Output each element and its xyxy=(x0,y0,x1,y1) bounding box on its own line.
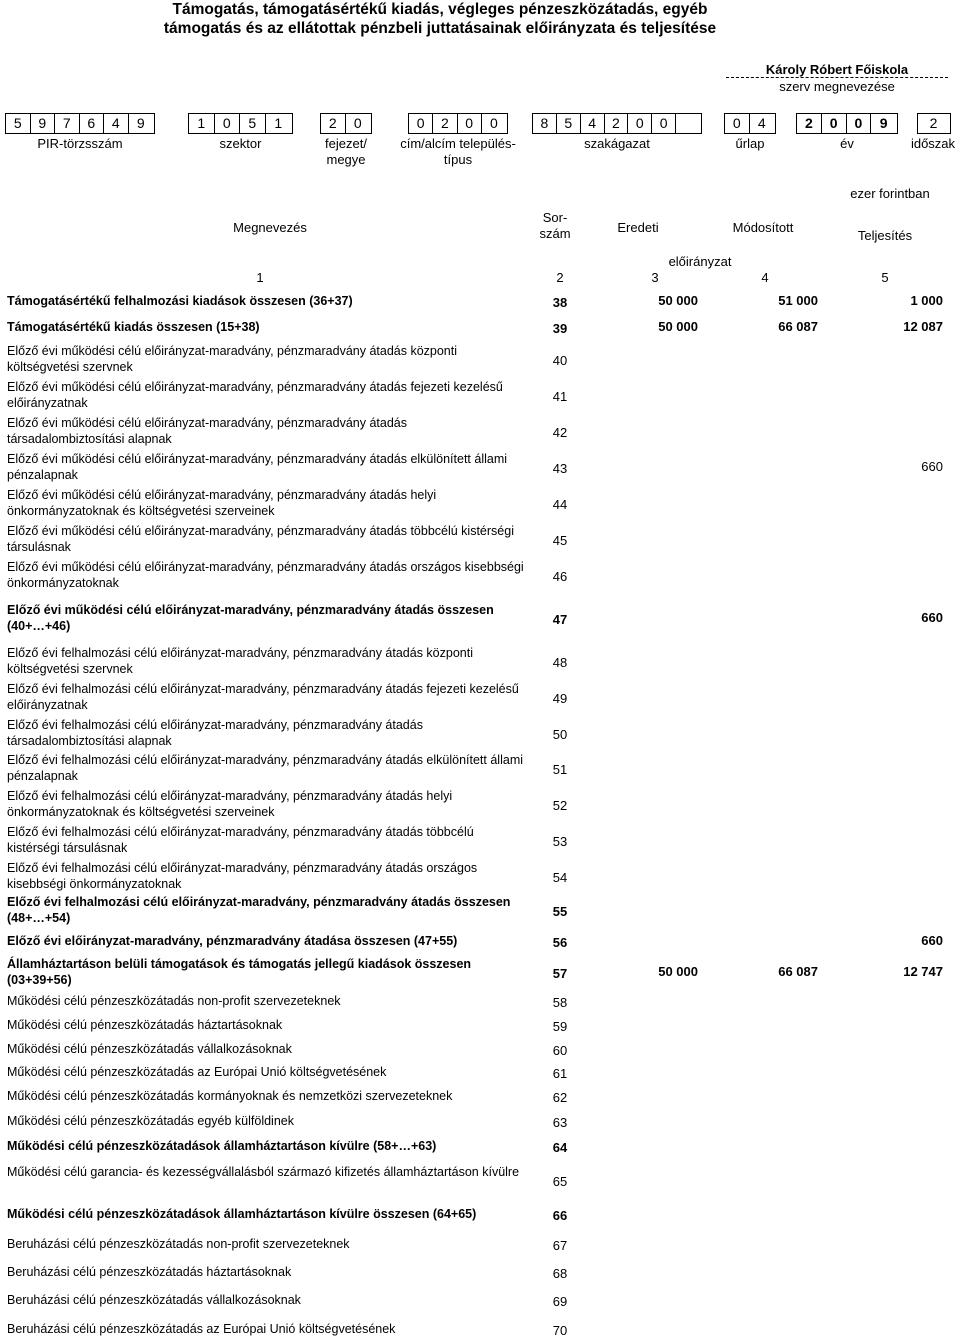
row-name: Előző évi felhalmozási célú előirányzat-maradvány, pénzmaradvány átadás társadalombiztosítási alapnak xyxy=(7,718,423,748)
row-name: Beruházási célú pénzeszközátadás non-profit szervezeteknek xyxy=(7,1237,350,1251)
code-label-3: fejezet/ megye xyxy=(325,136,367,167)
value-eredeti: 50 000 xyxy=(658,293,698,308)
row-number: 70 xyxy=(552,1323,568,1338)
table-row xyxy=(0,1015,960,1035)
code-digit: 0 xyxy=(628,114,652,133)
code-label-5: szakágazat xyxy=(584,136,650,151)
value-teljesites: 660 xyxy=(921,933,943,948)
row-number: 48 xyxy=(552,655,568,670)
row-number: 50 xyxy=(552,727,568,742)
row-number: 51 xyxy=(552,762,568,777)
row-name: Előző évi működési célú előirányzat-maradvány, pénzmaradvány átadás központi költségvetési szervnek xyxy=(7,344,458,374)
column-number-1: 1 xyxy=(256,270,264,285)
row-name: Működési célú pénzeszközátadás vállalkozásoknak xyxy=(7,1042,292,1056)
row-name: Beruházási célú pénzeszközátadás az Európai Unió költségvetésének xyxy=(7,1322,396,1336)
code-digit: 4 xyxy=(581,114,605,133)
row-number: 47 xyxy=(552,612,568,627)
row-name: Előző évi felhalmozási célú előirányzat-maradvány, pénzmaradvány átadás fejezeti kezelésű előirányzatnak xyxy=(7,682,519,712)
code-label-1: PIR-törzsszám xyxy=(37,136,123,151)
row-name: Előző évi működési célú előirányzat-maradvány, pénzmaradvány átadás elkülönített állami pénzalapnak xyxy=(7,452,508,482)
row-number: 43 xyxy=(552,461,568,476)
table-row xyxy=(0,1318,960,1340)
code-digit: 0 xyxy=(409,114,433,133)
code-box-7 xyxy=(796,113,898,134)
row-number: 63 xyxy=(552,1115,568,1130)
row-number: 52 xyxy=(552,798,568,813)
code-box-2 xyxy=(188,113,293,134)
code-label-2: szektor xyxy=(219,136,262,151)
table-row xyxy=(0,1262,960,1282)
table-row xyxy=(0,1086,960,1106)
organization-label: szerv megnevezése xyxy=(779,79,895,94)
row-number: 65 xyxy=(552,1174,568,1189)
row-number: 68 xyxy=(552,1266,568,1281)
table-row xyxy=(0,991,960,1011)
table-row xyxy=(0,1136,960,1156)
code-digit: 5 xyxy=(240,114,266,133)
table-row xyxy=(0,644,960,678)
code-label-4: cím/alcím település-típus xyxy=(400,136,516,167)
title-line-2: támogatás és az ellátottak pénzbeli juttatásainak előirányzata és teljesítése xyxy=(163,20,717,37)
value-teljesites: 660 xyxy=(921,610,943,625)
value-modositott: 66 087 xyxy=(778,964,818,979)
row-name: Működési célú pénzeszközátadás az Európai Unió költségvetésének xyxy=(7,1065,387,1079)
column-number-3: 3 xyxy=(651,270,659,285)
row-number: 40 xyxy=(552,353,568,368)
code-digit: 5 xyxy=(6,114,31,133)
table-row xyxy=(0,316,960,338)
column-number-4: 4 xyxy=(761,270,769,285)
code-digit: 0 xyxy=(822,114,847,133)
row-name: Működési célú pénzeszközátadások államháztartáson kívülre (58+…+63) xyxy=(7,1139,437,1153)
row-name: Előző évi felhalmozási célú előirányzat-maradvány, pénzmaradvány átadás elkülönített állami pénzalapnak xyxy=(7,753,524,783)
table-row xyxy=(0,486,960,520)
row-number: 39 xyxy=(552,321,568,336)
code-digit: 9 xyxy=(31,114,56,133)
table-row xyxy=(0,1290,960,1310)
code-digit: 1 xyxy=(189,114,215,133)
row-number: 41 xyxy=(552,389,568,404)
row-number: 60 xyxy=(552,1043,568,1058)
code-digit: 0 xyxy=(353,115,362,131)
table-row xyxy=(0,716,960,750)
value-modositott: 51 000 xyxy=(778,293,818,308)
row-name: Előző évi működési célú előirányzat-maradvány, pénzmaradvány átadás összesen (40+…+46) xyxy=(7,603,494,633)
code-digit: 0 xyxy=(725,114,750,133)
table-row xyxy=(0,823,960,857)
row-number: 62 xyxy=(552,1090,568,1105)
code-digit xyxy=(676,114,700,133)
code-label-6: űrlap xyxy=(735,136,765,151)
table-row xyxy=(0,414,960,448)
row-number: 56 xyxy=(552,935,568,950)
row-name: Működési célú pénzeszközátadás egyéb külföldinek xyxy=(7,1114,294,1128)
row-number: 59 xyxy=(552,1019,568,1034)
row-name: Működési célú pénzeszközátadás háztartásoknak xyxy=(7,1018,283,1032)
table-row xyxy=(0,931,960,951)
value-teljesites: 12 747 xyxy=(903,964,943,979)
code-box-4 xyxy=(408,113,508,134)
code-digit: 0 xyxy=(458,114,482,133)
title-line-1: Támogatás, támogatásértékű kiadás, végleges pénzeszközátadás, egyéb xyxy=(172,1,708,18)
row-name: Előző évi felhalmozási célú előirányzat-maradvány, pénzmaradvány átadás többcélú kistérségi társulásnak xyxy=(7,825,474,855)
table-row xyxy=(0,1234,960,1254)
code-digit: 0 xyxy=(847,114,872,133)
value-teljesites: 12 087 xyxy=(903,319,943,334)
code-box-8 xyxy=(917,113,951,134)
row-name: Működési célú pénzeszközátadás kormányoknak és nemzetközi szervezeteknek xyxy=(7,1089,453,1103)
code-digit: 1 xyxy=(274,115,283,131)
code-digit: 2 xyxy=(797,114,822,133)
code-digit: 0 xyxy=(652,114,676,133)
column-header-eredeti: Eredeti xyxy=(617,220,659,235)
code-label-8: időszak xyxy=(910,136,956,151)
code-digit: 2 xyxy=(433,114,457,133)
row-number: 46 xyxy=(552,569,568,584)
column-header-teljesites: Teljesítés xyxy=(857,228,913,243)
row-number: 49 xyxy=(552,691,568,706)
value-eredeti: 50 000 xyxy=(658,964,698,979)
code-box-6 xyxy=(724,113,776,134)
code-digit: 4 xyxy=(104,114,129,133)
value-modositott: 66 087 xyxy=(778,319,818,334)
row-number: 53 xyxy=(552,834,568,849)
table-row xyxy=(0,290,960,312)
row-name: Előző évi előirányzat-maradvány, pénzmaradvány átadása összesen (47+55) xyxy=(7,934,458,948)
column-number-2: 2 xyxy=(556,270,564,285)
unit-label: ezer forintban xyxy=(850,186,930,201)
row-name: Működési célú pénzeszközátadások államháztartáson kívülre összesen (64+65) xyxy=(7,1207,477,1221)
code-digit: 6 xyxy=(80,114,105,133)
row-name: Előző évi felhalmozási célú előirányzat-maradvány, pénzmaradvány átadás összesen (48+…+54) xyxy=(7,895,511,925)
table-row xyxy=(0,558,960,592)
code-digit: 7 xyxy=(55,114,80,133)
value-eredeti: 50 000 xyxy=(658,319,698,334)
code-digit: 9 xyxy=(136,115,145,131)
row-name: Működési célú garancia- és kezességvállalásból származó kifizetés államháztartáson kívülre xyxy=(7,1165,520,1179)
table-row xyxy=(0,450,960,484)
row-number: 66 xyxy=(552,1208,568,1223)
row-name: Előző évi működési célú előirányzat-maradvány, pénzmaradvány átadás többcélú kistérségi társulásnak xyxy=(7,524,514,554)
code-digit: 8 xyxy=(533,114,557,133)
table-row xyxy=(0,1062,960,1082)
row-name: Előző évi felhalmozási célú előirányzat-maradvány, pénzmaradvány átadás helyi önkormányzatoknak és költségvetési szerveinek xyxy=(7,789,453,819)
row-number: 45 xyxy=(552,533,568,548)
row-number: 55 xyxy=(552,904,568,919)
code-box-5 xyxy=(532,113,702,134)
value-teljesites: 1 000 xyxy=(910,293,943,308)
code-box-1 xyxy=(5,113,155,134)
row-number: 69 xyxy=(552,1294,568,1309)
table-row xyxy=(0,342,960,376)
code-digit: 4 xyxy=(757,115,766,131)
row-number: 44 xyxy=(552,497,568,512)
code-digit: 2 xyxy=(929,115,938,131)
code-digit: 9 xyxy=(879,115,888,131)
row-number: 38 xyxy=(552,295,568,310)
column-header-eloiranyzat: előirányzat xyxy=(668,254,732,269)
row-name: Beruházási célú pénzeszközátadás háztartásoknak xyxy=(7,1265,292,1279)
table-row xyxy=(0,522,960,556)
table-row xyxy=(0,1204,960,1224)
table-row xyxy=(0,955,960,989)
row-number: 58 xyxy=(552,995,568,1010)
column-header-modositott: Módosított xyxy=(732,220,794,235)
table-row xyxy=(0,378,960,412)
table-row xyxy=(0,893,960,927)
code-digit: 2 xyxy=(605,114,629,133)
row-name: Előző évi működési célú előirányzat-maradvány, pénzmaradvány átadás országos kisebbségi önkormányzatoknak xyxy=(7,560,524,590)
row-name: Támogatásértékű kiadás összesen (15+38) xyxy=(7,320,260,334)
row-name: Előző évi felhalmozási célú előirányzat-maradvány, pénzmaradvány átadás központi költségvetési szervnek xyxy=(7,646,473,676)
table-row xyxy=(0,859,960,893)
table-row xyxy=(0,594,960,642)
table-row xyxy=(0,680,960,714)
code-digit: 2 xyxy=(321,114,346,133)
row-name: Beruházási célú pénzeszközátadás vállalkozásoknak xyxy=(7,1293,301,1307)
row-number: 64 xyxy=(552,1140,568,1155)
row-number: 67 xyxy=(552,1238,568,1253)
row-name: Államháztartáson belüli támogatások és támogatás jellegű kiadások összesen (03+39+56) xyxy=(7,957,472,987)
row-name: Előző évi felhalmozási célú előirányzat-maradvány, pénzmaradvány átadás országos kisebbségi önkormányzatoknak xyxy=(7,861,478,891)
row-number: 42 xyxy=(552,425,568,440)
row-name: Előző évi működési célú előirányzat-maradvány, pénzmaradvány átadás társadalombiztosítási alapnak xyxy=(7,416,407,446)
table-row xyxy=(0,751,960,785)
column-header-sorszam: Sor- szám xyxy=(539,210,571,241)
row-name: Előző évi működési célú előirányzat-maradvány, pénzmaradvány átadás helyi önkormányzatoknak és költségvetési szerveinek xyxy=(7,488,437,518)
row-number: 61 xyxy=(552,1066,568,1081)
row-name: Működési célú pénzeszközátadás non-profit szervezeteknek xyxy=(7,994,341,1008)
table-row xyxy=(0,787,960,821)
value-teljesites: 660 xyxy=(921,459,943,474)
row-name: Előző évi működési célú előirányzat-maradvány, pénzmaradvány átadás fejezeti kezelésű előirányzatnak xyxy=(7,380,503,410)
code-digit: 0 xyxy=(489,115,498,131)
row-name: Támogatásértékű felhalmozási kiadások összesen (36+37) xyxy=(7,294,353,308)
organization-name: Károly Róbert Főiskola xyxy=(726,62,948,78)
column-header-name: Megnevezés xyxy=(233,220,307,235)
code-digit: 0 xyxy=(215,114,241,133)
code-box-3 xyxy=(320,113,372,134)
row-number: 54 xyxy=(552,870,568,885)
row-number: 57 xyxy=(552,966,568,981)
table-row xyxy=(0,1039,960,1059)
table-row xyxy=(0,1160,960,1200)
code-label-7: év xyxy=(840,136,854,151)
column-number-5: 5 xyxy=(881,270,889,285)
code-digit: 5 xyxy=(557,114,581,133)
table-row xyxy=(0,1111,960,1131)
